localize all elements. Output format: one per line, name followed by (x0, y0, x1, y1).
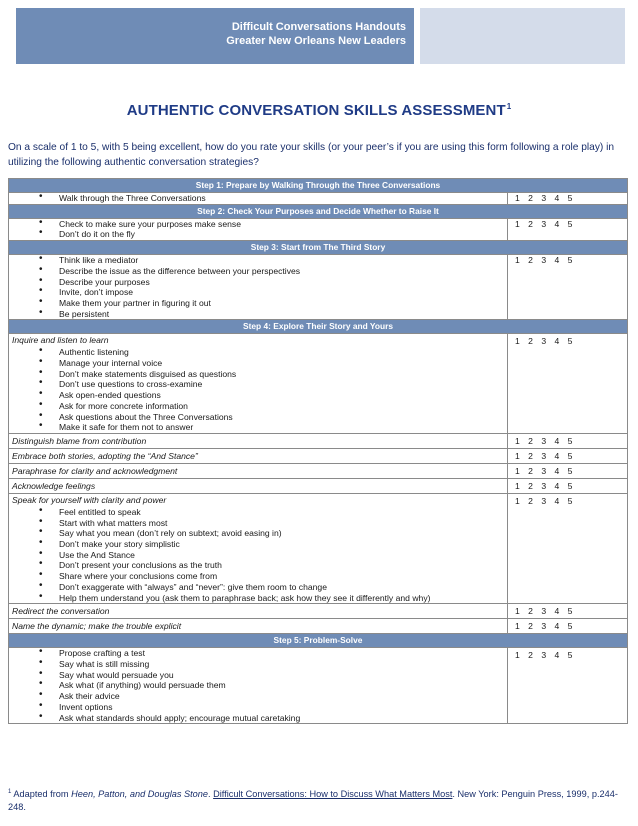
step-4-distinguish-row (9, 433, 628, 448)
rating-scale[interactable]: 1 2 3 4 5 (514, 218, 573, 229)
header-line-2: Greater New Orleans New Leaders (226, 35, 406, 47)
list-item: • Don’t make your story simplistic (12, 539, 504, 550)
step-5-row (9, 648, 628, 724)
step-4-header: Step 4: Explore Their Story and Yours (9, 320, 628, 334)
list-item: • Say what is still missing (12, 659, 504, 670)
list-item: • Authentic listening (12, 347, 504, 358)
footnote-post: . New York: Penguin Press, 1999, p.244-248. (8, 789, 618, 812)
rating-scale[interactable]: 1 2 3 4 5 (514, 435, 573, 446)
list-item: • Make it safe for them not to answer (12, 422, 504, 433)
page-title-text: AUTHENTIC CONVERSATION SKILLS ASSESSMENT (126, 102, 506, 119)
assessment-table (8, 178, 628, 724)
inquire-bullets (12, 347, 504, 433)
inquire-label: Inquire and listen to learn (12, 335, 109, 346)
page-title (0, 102, 638, 119)
embrace-label: Embrace both stories, adopting the “And Stance” (9, 448, 508, 463)
list-item: • Feel entitled to speak (12, 507, 504, 518)
list-item: • Say what you mean (don’t rely on subtext; avoid easing in) (12, 528, 504, 539)
redirect-label: Redirect the conversation (9, 604, 508, 619)
list-item: • Say what would persuade you (12, 670, 504, 681)
step-1-header: Step 1: Prepare by Walking Through the Three Conversations (9, 179, 628, 193)
acknowledge-label: Acknowledge feelings (9, 478, 508, 493)
rating-scale[interactable]: 1 2 3 4 5 (514, 193, 573, 203)
step-2-row (9, 218, 628, 240)
list-item: • Don’t exaggerate with “always” and “never”: give them room to change (12, 582, 504, 593)
step-1-row (9, 193, 628, 205)
rating-scale[interactable]: 1 2 3 4 5 (514, 465, 573, 476)
list-item: • Invent options (12, 702, 504, 713)
step-4-inquire-row (9, 334, 628, 434)
step-1-bullets (12, 193, 504, 204)
list-item: • Don’t do it on the fly (12, 229, 504, 240)
list-item: • Ask questions about the Three Conversations (12, 412, 504, 423)
speak-bullets (12, 507, 504, 603)
step-2-header: Step 2: Check Your Purposes and Decide Whether to Raise It (9, 204, 628, 218)
list-item: • Don’t present your conclusions as the truth (12, 560, 504, 571)
rating-scale[interactable]: 1 2 3 4 5 (514, 650, 573, 661)
header-text (16, 20, 406, 48)
header-side-panel (420, 8, 625, 64)
list-item: • Walk through the Three Conversations (12, 193, 504, 204)
footnote-book-title: Difficult Conversations: How to Discuss What Matters Most (213, 789, 453, 799)
footnote-authors: Heen, Patton, and Douglas Stone (71, 789, 208, 799)
footnote (8, 786, 628, 814)
list-item: • Be persistent (12, 309, 504, 320)
rating-scale[interactable]: 1 2 3 4 5 (514, 480, 573, 491)
step-3-bullets (12, 255, 504, 319)
rating-scale[interactable]: 1 2 3 4 5 (514, 336, 573, 347)
list-item: • Ask what standards should apply; encourage mutual caretaking (12, 713, 504, 724)
step-4-redirect-row (9, 604, 628, 619)
list-item: • Describe your purposes (12, 277, 504, 288)
step-3-header: Step 3: Start from The Third Story (9, 241, 628, 255)
list-item: • Make them your partner in figuring it out (12, 298, 504, 309)
footnote-pre: Adapted from (11, 789, 72, 799)
step-4-paraphrase-row (9, 463, 628, 478)
rating-scale[interactable]: 1 2 3 4 5 (514, 606, 573, 617)
rating-scale[interactable]: 1 2 3 4 5 (514, 450, 573, 461)
footnote-mark: 1 (8, 789, 12, 795)
list-item: • Start with what matters most (12, 518, 504, 529)
step-3-row (9, 255, 628, 320)
list-item: • Don’t use questions to cross-examine (12, 379, 504, 390)
list-item: • Ask their advice (12, 691, 504, 702)
list-item: • Ask for more concrete information (12, 401, 504, 412)
name-dynamic-label: Name the dynamic; make the trouble explicit (9, 619, 508, 634)
title-footnote-mark: 1 (506, 102, 512, 111)
list-item: • Help them understand you (ask them to paraphrase back; ask how they see it differently and why) (12, 593, 504, 604)
list-item: • Manage your internal voice (12, 358, 504, 369)
step-2-bullets (12, 219, 504, 240)
list-item: • Propose crafting a test (12, 648, 504, 659)
step-5-bullets (12, 648, 504, 723)
list-item: • Use the And Stance (12, 550, 504, 561)
paraphrase-label: Paraphrase for clarity and acknowledgment (9, 463, 508, 478)
distinguish-label: Distinguish blame from contribution (9, 433, 508, 448)
step-4-speak-row (9, 493, 628, 603)
footnote-sep: . (208, 789, 214, 799)
intro-paragraph: On a scale of 1 to 5, with 5 being excellent, how do you rate your skills (or your peer’s if you are using this form following a role play) in utilizing the following authentic conversation strategies? (8, 142, 615, 168)
list-item: • Share where your conclusions come from (12, 571, 504, 582)
list-item: • Describe the issue as the difference between your perspectives (12, 266, 504, 277)
step-4-name-dynamic-row (9, 619, 628, 634)
rating-scale[interactable]: 1 2 3 4 5 (514, 495, 573, 506)
header-line-1: Difficult Conversations Handouts (231, 21, 406, 33)
list-item: • Check to make sure your purposes make sense (12, 219, 504, 230)
step-4-acknowledge-row (9, 478, 628, 493)
rating-scale[interactable]: 1 2 3 4 5 (514, 621, 573, 632)
step-5-header: Step 5: Problem-Solve (9, 634, 628, 648)
list-item: • Don’t make statements disguised as questions (12, 369, 504, 380)
list-item: • Ask open-ended questions (12, 390, 504, 401)
list-item: • Ask what (if anything) would persuade them (12, 680, 504, 691)
speak-label: Speak for yourself with clarity and power (12, 494, 167, 505)
list-item: • Invite, don’t impose (12, 287, 504, 298)
list-item: • Think like a mediator (12, 255, 504, 266)
rating-scale[interactable]: 1 2 3 4 5 (514, 255, 573, 266)
step-4-embrace-row (9, 448, 628, 463)
